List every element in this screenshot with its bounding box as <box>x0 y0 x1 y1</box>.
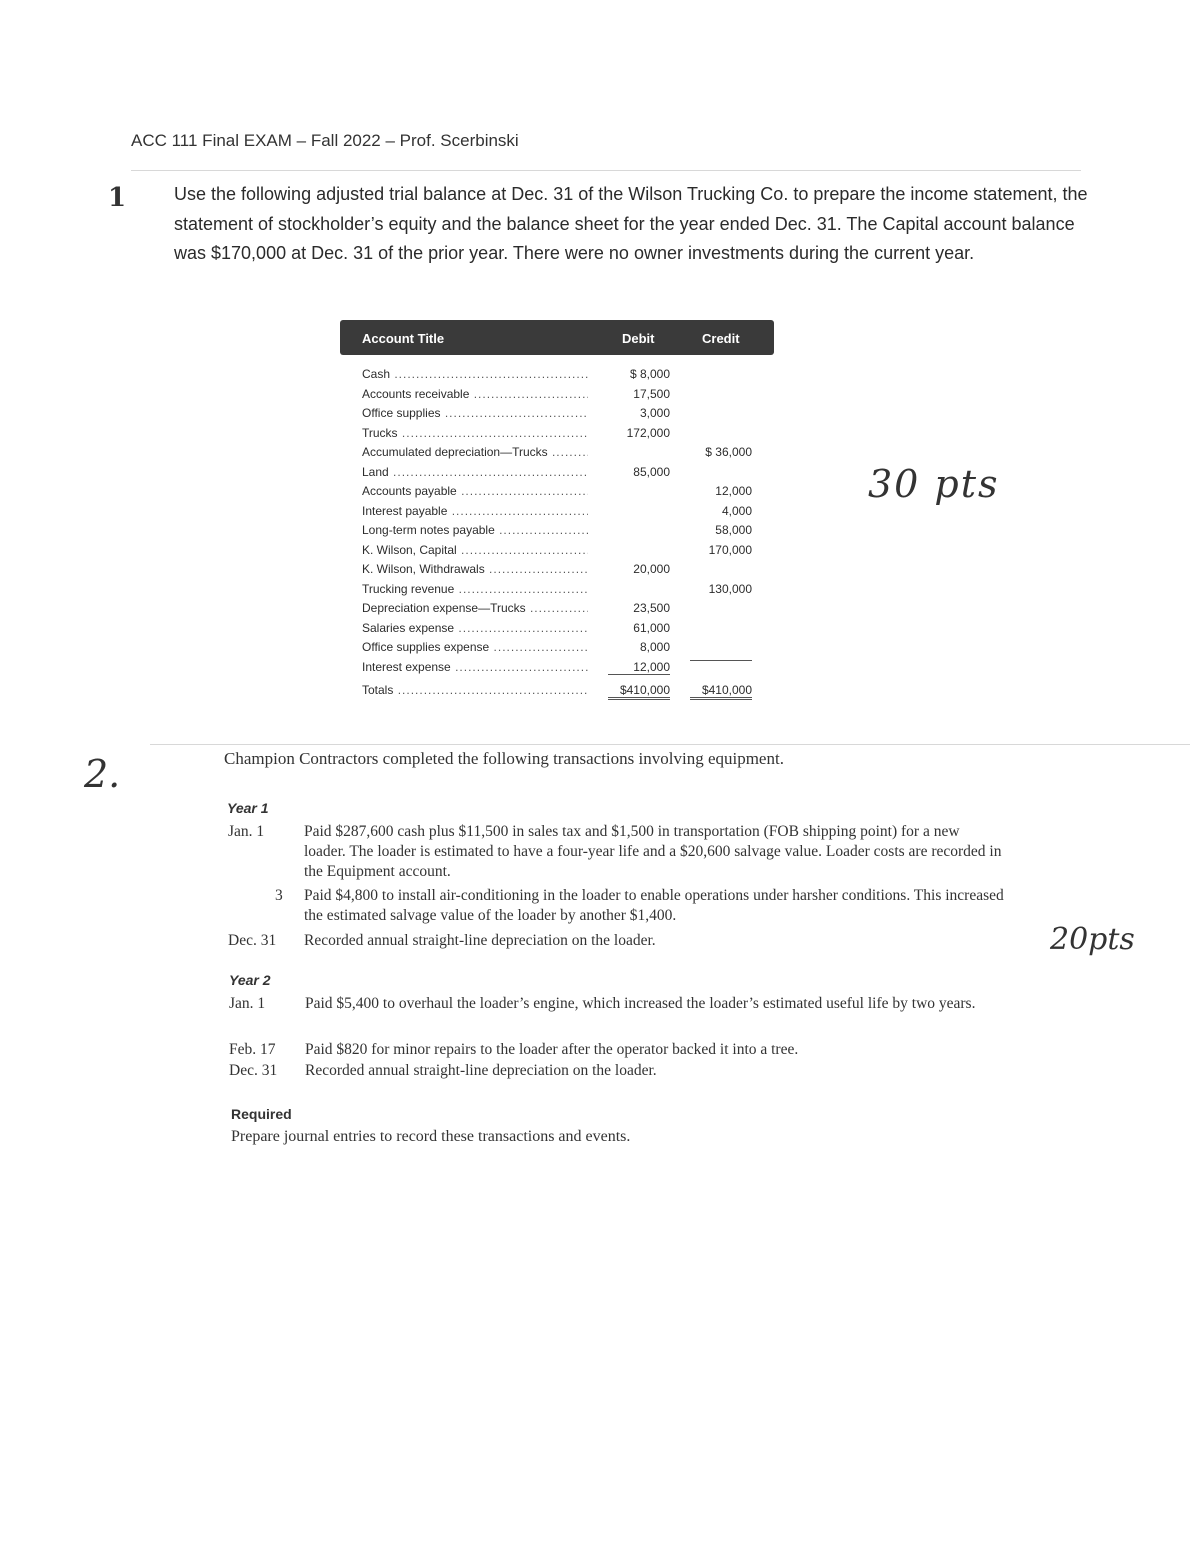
table-row <box>362 387 762 407</box>
table-row <box>362 621 762 641</box>
account-title: Accounts payable ..... <box>362 484 588 498</box>
entry-date: Jan. 1 <box>229 995 266 1012</box>
account-title: Land ..... <box>362 465 588 479</box>
account-title: Interest expense ..... <box>362 660 588 674</box>
credit-value <box>690 660 752 661</box>
credit-value: 58,000 <box>715 523 752 537</box>
entry-text: Paid $4,800 to install air-conditioning in the loader to enable operations under harsher conditions. This increased the estimated salvage value of the loader by another $1,400. <box>304 887 1004 924</box>
transaction-entry <box>229 1061 1029 1081</box>
account-title: Long-term notes payable ..... <box>362 523 588 537</box>
trial-balance-header <box>340 320 774 355</box>
account-title: Interest payable ..... <box>362 504 588 518</box>
entry-text: Paid $5,400 to overhaul the loader’s engine, which increased the loader’s estimated useful life by two years. <box>305 995 976 1012</box>
required-label: Required <box>231 1106 292 1122</box>
entry-text: Recorded annual straight-line depreciation on the loader. <box>305 1062 657 1079</box>
account-title: K. Wilson, Withdrawals ..... <box>362 562 588 576</box>
year-1-label: Year 1 <box>227 800 269 816</box>
debit-header: Debit <box>622 331 655 346</box>
entry-date: Dec. 31 <box>228 932 277 949</box>
account-title: Trucks ..... <box>362 426 588 440</box>
account-title: Trucking revenue ..... <box>362 582 588 596</box>
transaction-entry <box>229 994 1029 1036</box>
entry-text: Recorded annual straight-line depreciation on the loader. <box>304 932 656 949</box>
debit-value: 17,500 <box>633 386 670 401</box>
debit-total: $410,000 <box>608 683 670 700</box>
table-row <box>362 562 762 582</box>
points-annotation-q1: 30 pts <box>868 462 1000 506</box>
table-row <box>362 426 762 446</box>
table-row <box>362 543 762 563</box>
entry-date: 3 <box>275 887 283 904</box>
credit-header: Credit <box>702 331 740 346</box>
debit-value: 12,000 <box>608 660 670 675</box>
credit-value: $ 36,000 <box>705 445 752 459</box>
totals-row <box>362 683 762 703</box>
debit-value: $ 8,000 <box>629 367 670 381</box>
debit-value: 8,000 <box>639 640 670 654</box>
divider <box>150 744 1190 745</box>
debit-value: 23,500 <box>633 601 670 615</box>
account-title-header: Account Title <box>362 331 445 346</box>
transaction-entry <box>229 1040 1029 1060</box>
table-row <box>362 367 762 387</box>
credit-value: 4,000 <box>721 503 752 518</box>
credit-value: 170,000 <box>708 542 752 557</box>
table-row <box>362 504 762 524</box>
debit-value: 3,000 <box>639 406 670 420</box>
table-row <box>362 523 762 543</box>
debit-value: 61,000 <box>633 620 670 635</box>
account-title: Office supplies ..... <box>362 406 588 420</box>
transaction-entry <box>228 822 1028 884</box>
transaction-entry <box>228 931 1028 951</box>
debit-value: 172,000 <box>626 425 670 440</box>
table-row <box>362 465 762 485</box>
table-row <box>362 445 762 465</box>
question-1-text: Use the following adjusted trial balance at Dec. 31 of the Wilson Trucking Co. to prepare the income statement, the statement of stockholder’s equity and the balance sheet for the year ended Dec. 31. The Capital account balance was $170,000 at Dec. 31 of the prior year. There were no owner investments during the current year. <box>174 184 1088 263</box>
points-annotation-q2: 20pts <box>1050 922 1135 957</box>
page-title: ACC 111 Final EXAM – Fall 2022 – Prof. Scerbinski <box>131 131 519 150</box>
totals-label: Totals ..... <box>362 683 588 697</box>
account-title: Office supplies expense ..... <box>362 640 588 654</box>
table-row <box>362 601 762 621</box>
table-row <box>362 406 762 426</box>
table-row <box>362 484 762 504</box>
year-2-label: Year 2 <box>229 972 271 988</box>
account-title: Accumulated depreciation—Trucks ..... <box>362 445 588 459</box>
credit-value: 130,000 <box>708 581 752 596</box>
account-title: Salaries expense ..... <box>362 621 588 635</box>
debit-value: 85,000 <box>633 464 670 479</box>
table-row <box>362 582 762 602</box>
entry-date: Jan. 1 <box>228 823 265 840</box>
table-row <box>362 660 762 680</box>
question-2-intro: Champion Contractors completed the following transactions involving equipment. <box>224 749 784 768</box>
account-title: Cash ..... <box>362 367 588 381</box>
entry-text: Paid $287,600 cash plus $11,500 in sales tax and $1,500 in transportation (FOB shipping point) for a new loader. The loader is estimated to have a four-year life and a $20,600 salvage value. Loader costs are recorded in the Equipment account. <box>304 823 1002 880</box>
table-row <box>362 640 762 660</box>
debit-value: 20,000 <box>633 562 670 576</box>
question-2-number: 2. <box>84 752 121 796</box>
transaction-entry <box>228 886 1028 928</box>
required-text: Prepare journal entries to record these transactions and events. <box>231 1128 631 1145</box>
divider <box>131 170 1081 171</box>
entry-date: Dec. 31 <box>229 1062 278 1079</box>
credit-total: $410,000 <box>690 683 752 700</box>
account-title: Depreciation expense—Trucks ..... <box>362 601 588 615</box>
credit-value: 12,000 <box>715 484 752 498</box>
account-title: K. Wilson, Capital ..... <box>362 543 588 557</box>
account-title: Accounts receivable ..... <box>362 387 588 401</box>
entry-date: Feb. 17 <box>229 1041 276 1058</box>
entry-text: Paid $820 for minor repairs to the loader after the operator backed it into a tree. <box>305 1041 799 1058</box>
question-1-number: 1 <box>108 183 127 213</box>
